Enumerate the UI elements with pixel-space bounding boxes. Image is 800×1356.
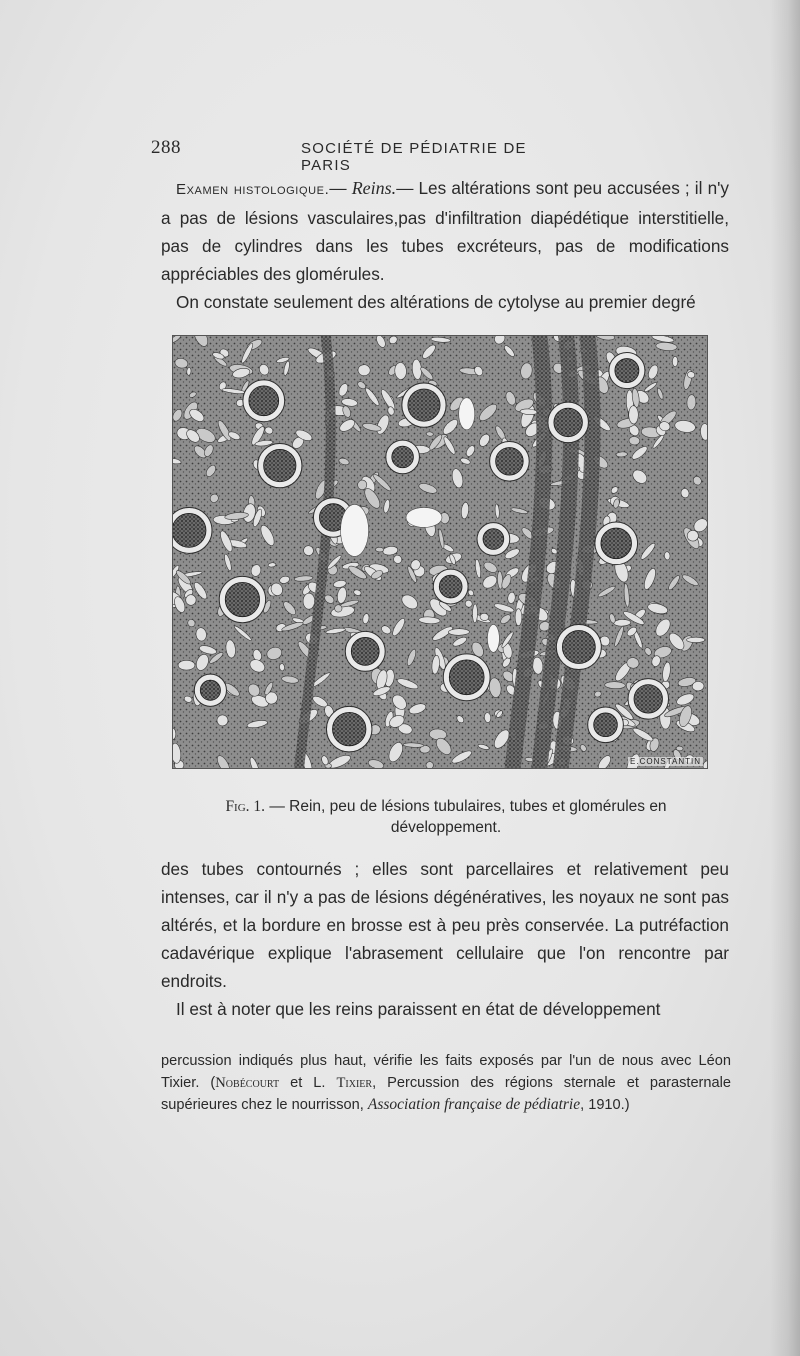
paragraph-histology (161, 174, 729, 288)
tubule-lumen (448, 629, 469, 636)
glomerulus-tuft (483, 529, 504, 550)
tubule-lumen (672, 356, 678, 366)
glomerulus-tuft (449, 660, 484, 695)
histology-figure (172, 335, 708, 769)
tubule-lumen (303, 593, 315, 609)
tubule-lumen (687, 637, 705, 642)
glomerulus-tuft (562, 631, 595, 664)
glomerulus-tuft (392, 446, 414, 468)
glomerulus-tuft (496, 447, 524, 475)
vessel-lumen (487, 624, 499, 652)
footnote-text: , 1910.) (580, 1097, 630, 1113)
vessel-lumen (406, 507, 442, 527)
figure-caption (186, 796, 706, 838)
glomerulus-tuft (634, 685, 662, 713)
footnote (161, 1050, 731, 1116)
footnote-author: Nobécourt (215, 1075, 280, 1091)
caption-label: Fig. 1. (225, 798, 266, 815)
glomerulus-tuft (200, 680, 220, 700)
footnote-text: , Percussion des régions sternale et parasternale supérieures chez le nourrisson, (161, 1075, 732, 1113)
dash: — (329, 178, 352, 198)
vessel-lumen (341, 504, 369, 556)
tubule-lumen (178, 660, 195, 670)
paragraph-development: Il est à noter que les reins paraissent en état de développement (176, 999, 661, 1019)
glomerulus-tuft (594, 713, 618, 737)
tubule-lumen (279, 663, 285, 671)
tubule-lumen (692, 681, 704, 691)
tubule-lumen (515, 609, 522, 626)
glomerulus-tuft (554, 408, 583, 437)
footnote-journal: Association française de pédiatrie (367, 1096, 581, 1113)
glomerulus-tuft (173, 513, 206, 547)
section-label: Examen histologique. (176, 181, 330, 198)
glomerulus-tuft (225, 582, 259, 616)
paragraph-cytolysis: On constate seulement des altérations de cytolyse au premier degré (176, 292, 696, 312)
page-number: 288 (151, 137, 181, 158)
glomerulus-tuft (601, 528, 632, 559)
tubule-lumen (664, 551, 670, 560)
paragraph-text: — Les altérations sont peu accusées ; il n'y a pas de lésions vasculaires,pas d'infiltration diapédétique interstitielle, pas de cylindres dans les tubes excréteurs, pas de modifications appréciables des glomérules. (161, 178, 730, 284)
kidney-histology-illustration (173, 336, 707, 768)
glomerulus-tuft (408, 389, 440, 421)
footnote-author: Tixier (336, 1075, 373, 1091)
glomerulus-tuft (264, 449, 296, 481)
tubule-lumen (375, 547, 383, 552)
tubule-lumen (186, 367, 191, 375)
tubule-lumen (687, 530, 699, 541)
tubule-lumen (472, 604, 477, 623)
glomerulus-tuft (351, 637, 379, 665)
text-block-bottom (161, 855, 729, 1023)
engraver-signature: E.CONSTANTIN (630, 757, 701, 766)
page-spine-shadow (770, 0, 800, 1356)
organ-label: Reins. (351, 178, 397, 198)
footnote-text: percussion indiqués plus haut, vérifie les faits exposés par l'un de nous avec Léon Tixier. ( (161, 1053, 731, 1091)
page-header (151, 137, 581, 174)
footnote-text: et L. (279, 1075, 337, 1091)
running-head: SOCIÉTÉ DE PÉDIATRIE DE PARIS (301, 140, 527, 174)
caption-text: — Rein, peu de lésions tubulaires, tubes et glomérules en développement. (265, 798, 667, 836)
glomerulus-tuft (615, 359, 639, 383)
glomerulus-tuft (332, 712, 365, 745)
paragraph-tubes: des tubes contournés ; elles sont parcellaires et relativement peu intenses, car il n'y a pas de lésions dégénératives, les noyaux ne sont pas altérés, et la bordure en brosse est à peu près conservée. La putréfaction cadavérique explique l'abrasement cellulaire que l'on rencontre par endroits. (161, 859, 729, 991)
tubule-lumen (629, 406, 639, 424)
glomerulus-tuft (439, 575, 462, 598)
tubule-lumen (616, 452, 628, 458)
text-block-top (161, 174, 729, 316)
vessel-lumen (459, 398, 475, 430)
glomerulus-tuft (249, 386, 279, 416)
